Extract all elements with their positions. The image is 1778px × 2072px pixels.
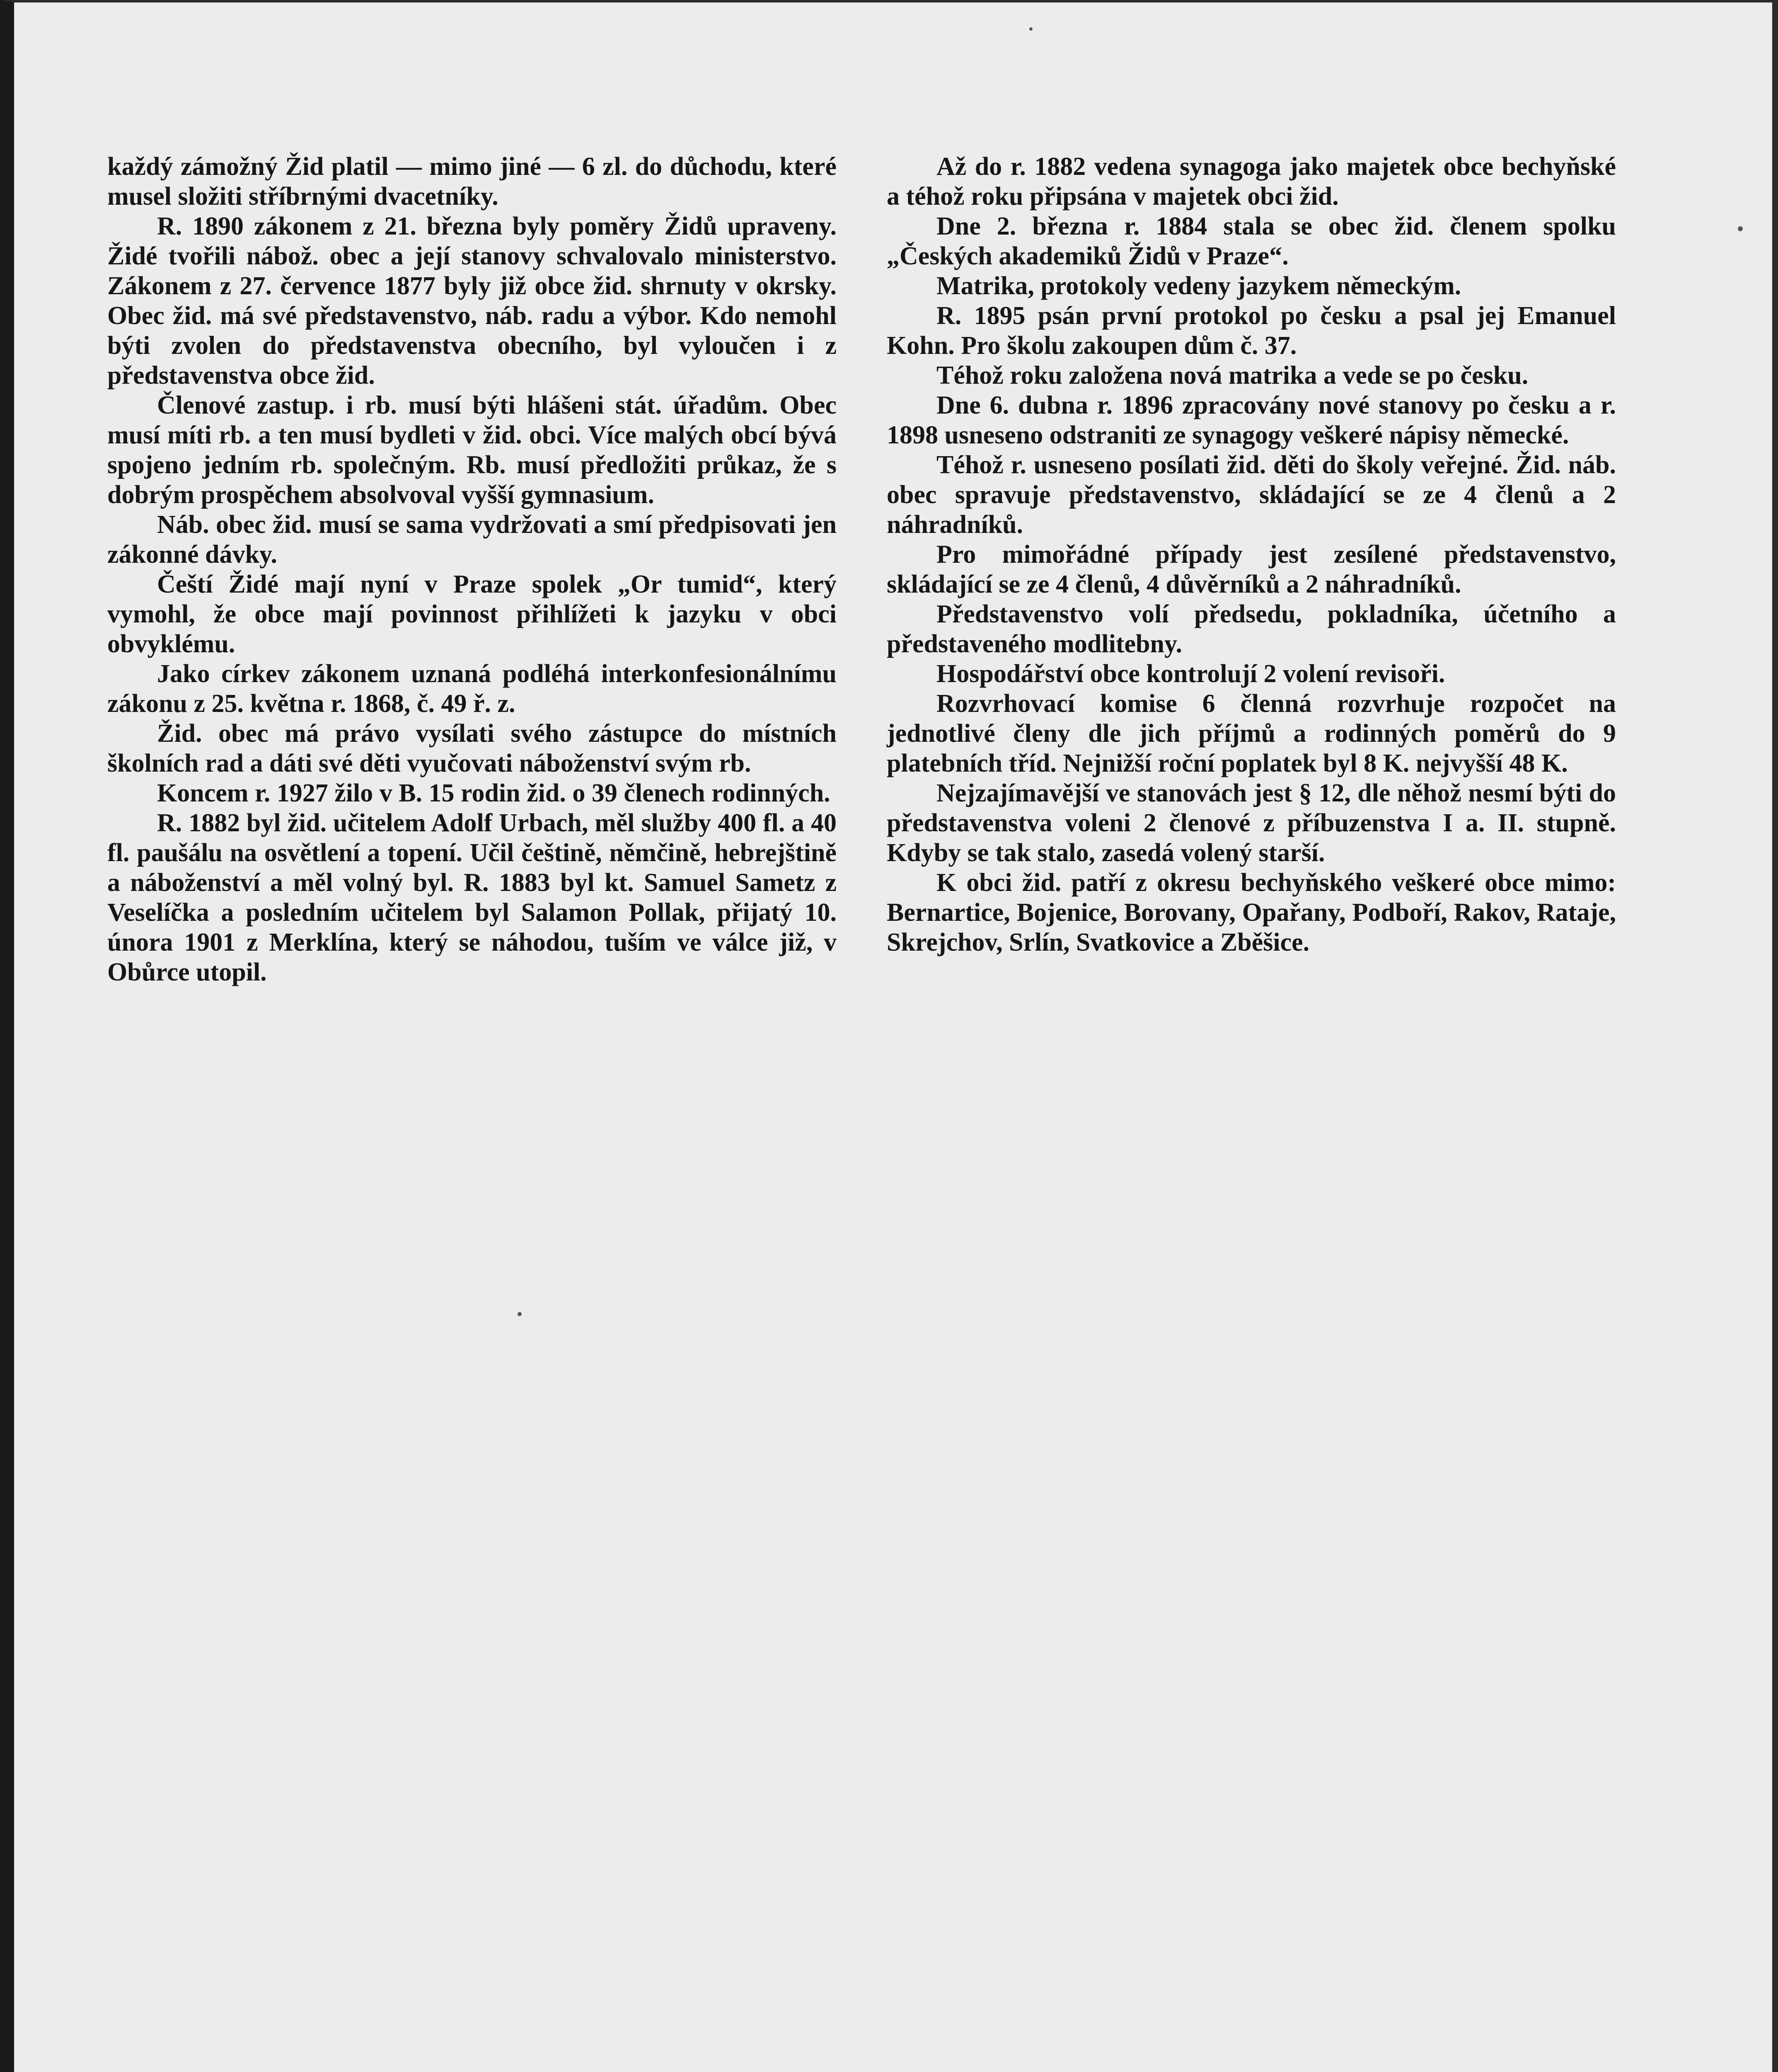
paragraph: Členové zastup. i rb. musí býti hlášeni stát. úřadům. Obec musí míti rb. a ten musí bydleti v žid. obci. Více malých obcí bývá spojeno jedním rb. společným. Rb. musí předložiti průkaz, že s dobrým prospěchem absolvoval vyšší gymnasium. (107, 391, 837, 509)
paragraph: Představenstvo volí předsedu, pokladníka, účetního a představeného modlitebny. (887, 600, 1616, 658)
paragraph: Matrika, protokoly vedeny jazykem německým. (936, 272, 1461, 300)
paragraph: každý zámožný Žid platil — mimo jiné — 6 zl. do důchodu, které musel složiti stříbrnými dvacetníky. (107, 152, 837, 211)
scan-speck (1029, 27, 1033, 31)
paragraph: Koncem r. 1927 žilo v B. 15 rodin žid. o 39 členech rodinných. (157, 779, 830, 807)
paragraph: Dne 2. března r. 1884 stala se obec žid. členem spolku „Českých akademiků Židů v Praze“. (887, 212, 1616, 270)
paragraph: R. 1895 psán první protokol po česku a psal jej Emanuel Kohn. Pro školu zakoupen dům č. 37. (887, 302, 1616, 360)
paragraph: R. 1890 zákonem z 21. března byly poměry Židů upraveny. Židé tvořili nábož. obec a její stanovy schvalovalo ministerstvo. Zákonem z 27. července 1877 byly již obce žid. shrnuty v okrsky. Obec žid. má své představenstvo, náb. radu a výbor. Kdo nemohl býti zvolen do představenstva obecního, byl vyloučen i z představenstva obce žid. (107, 212, 837, 390)
paragraph: Jako církev zákonem uznaná podléhá interkonfesionálnímu zákonu z 25. května r. 1868, č. 49 ř. z. (107, 660, 837, 718)
paragraph: Téhož r. usneseno posílati žid. děti do školy veřejné. Žid. náb. obec spravuje představenstvo, skládající se ze 4 členů a 2 náhradníků. (887, 451, 1616, 539)
paragraph: Nejzajímavější ve stanovách jest § 12, dle něhož nesmí býti do představenstva voleni 2 členové z příbuzenstva I a. II. stupně. Kdyby se tak stalo, zasedá volený starší. (887, 779, 1616, 867)
paragraph: Pro mimořádné případy jest zesílené představenstvo, skládající se ze 4 členů, 4 důvěrníků a 2 náhradníků. (887, 540, 1616, 598)
left-text-column (107, 152, 837, 987)
paragraph: R. 1882 byl žid. učitelem Adolf Urbach, měl služby 400 fl. a 40 fl. paušálu na osvětlení a topení. Učil češtině, němčině, hebrejštině a náboženství a měl volný byl. R. 1883 byl kt. Samuel Sametz z Veselíčka a posledním učitelem byl Salamon Pollak, přijatý 10. února 1901 z Merklína, který se náhodou, tuším ve válce již, v Obůrce utopil. (107, 809, 837, 986)
paragraph: Čeští Židé mají nyní v Praze spolek „Or tumid“, který vymohl, že obce mají povinnost přihlížeti k jazyku v obci obvyklému. (107, 570, 837, 658)
paragraph: Hospodářství obce kontrolují 2 volení revisoři. (936, 660, 1445, 688)
paragraph: Až do r. 1882 vedena synagoga jako majetek obce bechyňské a téhož roku připsána v majetek obci žid. (887, 152, 1616, 211)
paragraph: Žid. obec má právo vysílati svého zástupce do místních školních rad a dáti své děti vyučovati náboženství svým rb. (107, 719, 837, 777)
paragraph: Dne 6. dubna r. 1896 zpracovány nové stanovy po česku a r. 1898 usneseno odstraniti ze synagogy veškeré nápisy německé. (887, 391, 1616, 449)
paragraph: Náb. obec žid. musí se sama vydržovati a smí předpisovati jen zákonné dávky. (107, 511, 837, 569)
paragraph: Rozvrhovací komise 6 členná rozvrhuje rozpočet na jednotlivé členy dle jich příjmů a rodinných poměrů do 9 platebních tříd. Nejnižší roční poplatek byl 8 K. nejvyšší 48 K. (887, 690, 1616, 777)
scan-speck (518, 1312, 522, 1316)
right-text-column (887, 152, 1616, 957)
paragraph: K obci žid. patří z okresu bechyňského veškeré obce mimo: Bernartice, Bojenice, Borovany, Opařany, Podboří, Rakov, Rataje, Skrejchov, Srlín, Svatkovice a Zběšice. (887, 869, 1616, 956)
paragraph: Téhož roku založena nová matrika a vede se po česku. (936, 361, 1529, 390)
scan-speck (1738, 226, 1743, 231)
